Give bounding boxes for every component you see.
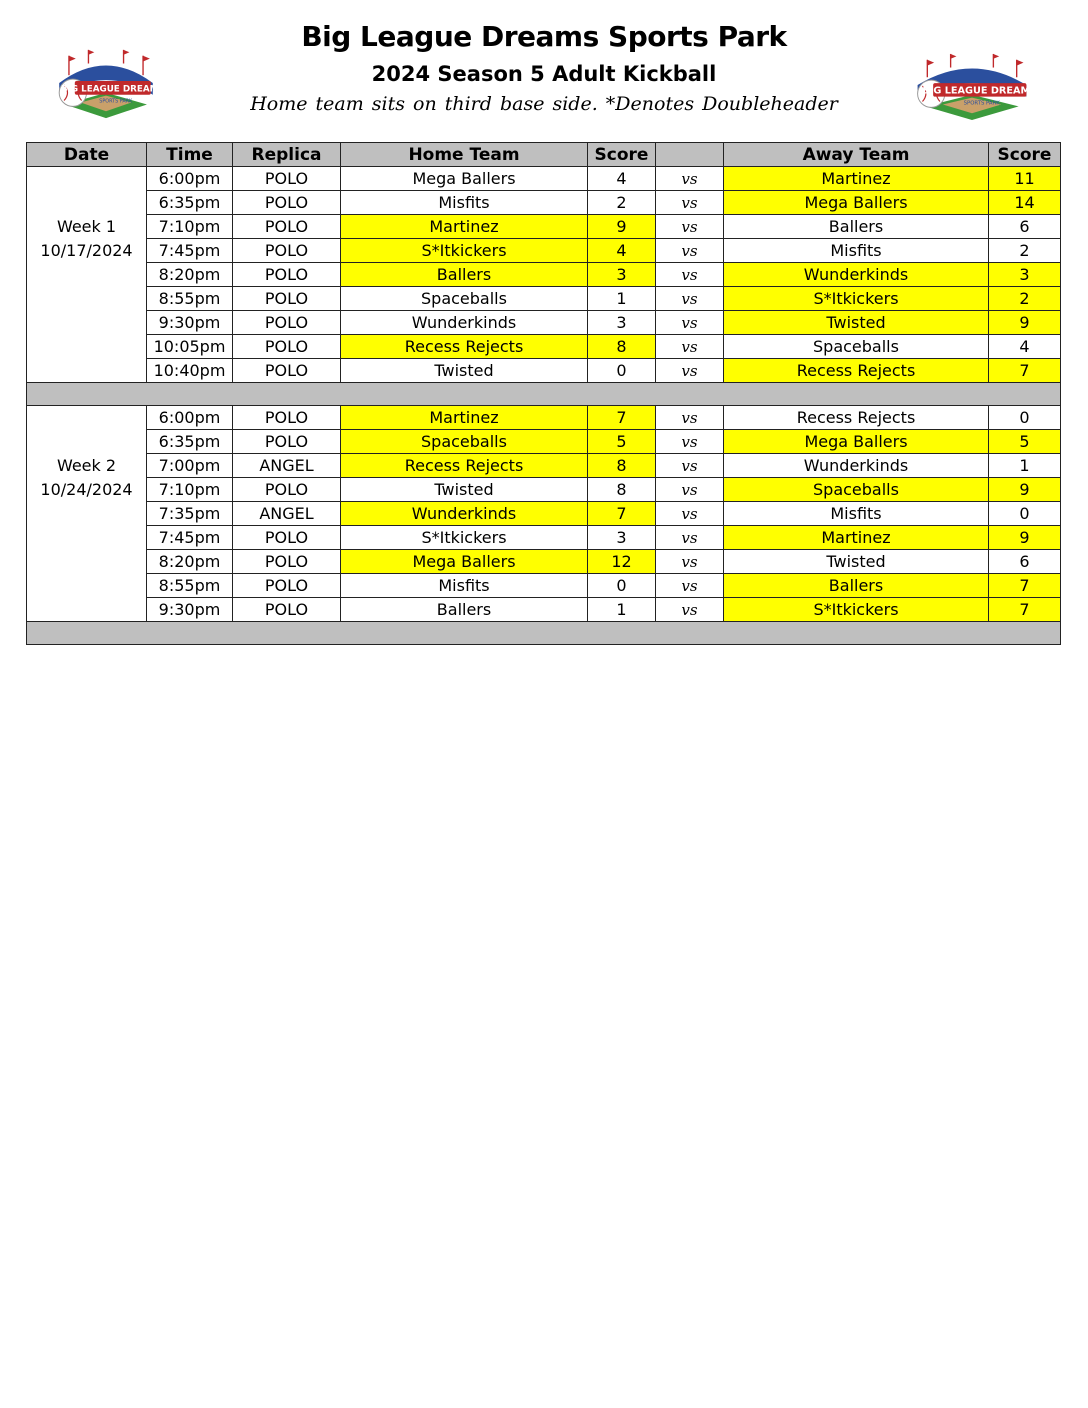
home-team-cell: S*Itkickers xyxy=(341,526,588,550)
time-cell: 8:20pm xyxy=(147,263,233,287)
home-score-cell: 4 xyxy=(588,167,656,191)
date-cell: 10/17/2024 xyxy=(27,239,147,263)
table-row xyxy=(27,263,1061,287)
home-team-cell: Spaceballs xyxy=(341,287,588,311)
table-row xyxy=(27,311,1061,335)
away-score-cell: 2 xyxy=(989,287,1061,311)
col-header-home-score: Score xyxy=(588,143,656,167)
home-team-cell: Mega Ballers xyxy=(341,550,588,574)
home-score-cell: 8 xyxy=(588,335,656,359)
time-cell: 6:00pm xyxy=(147,406,233,430)
time-cell: 8:55pm xyxy=(147,574,233,598)
col-header-time: Time xyxy=(147,143,233,167)
home-team-cell: Ballers xyxy=(341,263,588,287)
time-cell: 10:40pm xyxy=(147,359,233,383)
table-row xyxy=(27,598,1061,622)
date-cell xyxy=(27,574,147,598)
away-score-cell: 14 xyxy=(989,191,1061,215)
col-header-home-team: Home Team xyxy=(341,143,588,167)
date-cell: Week 1 xyxy=(27,215,147,239)
svg-text:SPORTS PARK: SPORTS PARK xyxy=(99,98,133,105)
replica-cell: ANGEL xyxy=(233,454,341,478)
vs-cell: vs xyxy=(656,191,724,215)
page-note: Home team sits on third base side. *Denotes Doubleheader xyxy=(250,93,838,115)
table-row xyxy=(27,239,1061,263)
schedule-body xyxy=(27,167,1061,645)
page-subtitle: 2024 Season 5 Adult Kickball xyxy=(371,62,717,86)
home-team-cell: Martinez xyxy=(341,406,588,430)
away-team-cell: Misfits xyxy=(724,239,989,263)
away-team-cell: Misfits xyxy=(724,502,989,526)
home-score-cell: 8 xyxy=(588,454,656,478)
date-cell xyxy=(27,550,147,574)
time-cell: 6:35pm xyxy=(147,430,233,454)
away-score-cell: 5 xyxy=(989,430,1061,454)
home-team-cell: Wunderkinds xyxy=(341,502,588,526)
vs-cell: vs xyxy=(656,550,724,574)
replica-cell: POLO xyxy=(233,598,341,622)
vs-cell: vs xyxy=(656,406,724,430)
page-title: Big League Dreams Sports Park xyxy=(301,20,787,53)
table-row xyxy=(27,454,1061,478)
table-row xyxy=(27,526,1061,550)
big-league-dreams-logo-right xyxy=(904,50,1040,122)
col-header-away-team: Away Team xyxy=(724,143,989,167)
home-team-cell: S*Itkickers xyxy=(341,239,588,263)
time-cell: 8:55pm xyxy=(147,287,233,311)
time-cell: 8:20pm xyxy=(147,550,233,574)
away-team-cell: Wunderkinds xyxy=(724,263,989,287)
away-team-cell: Recess Rejects xyxy=(724,406,989,430)
time-cell: 9:30pm xyxy=(147,311,233,335)
table-row xyxy=(27,191,1061,215)
replica-cell: ANGEL xyxy=(233,502,341,526)
home-team-cell: Wunderkinds xyxy=(341,311,588,335)
home-score-cell: 0 xyxy=(588,359,656,383)
time-cell: 7:00pm xyxy=(147,454,233,478)
date-cell xyxy=(27,167,147,191)
replica-cell: POLO xyxy=(233,526,341,550)
away-score-cell: 3 xyxy=(989,263,1061,287)
col-header-away-score: Score xyxy=(989,143,1061,167)
away-score-cell: 7 xyxy=(989,598,1061,622)
home-score-cell: 4 xyxy=(588,239,656,263)
away-team-cell: Spaceballs xyxy=(724,478,989,502)
home-score-cell: 8 xyxy=(588,478,656,502)
table-row xyxy=(27,478,1061,502)
separator-cell xyxy=(27,383,1061,406)
vs-cell: vs xyxy=(656,454,724,478)
home-team-cell: Misfits xyxy=(341,574,588,598)
home-score-cell: 5 xyxy=(588,430,656,454)
table-row xyxy=(27,335,1061,359)
svg-text:SPORTS PARK: SPORTS PARK xyxy=(963,100,1000,107)
home-score-cell: 9 xyxy=(588,215,656,239)
date-cell xyxy=(27,335,147,359)
date-cell xyxy=(27,502,147,526)
vs-cell: vs xyxy=(656,478,724,502)
time-cell: 7:10pm xyxy=(147,478,233,502)
away-score-cell: 4 xyxy=(989,335,1061,359)
away-team-cell: Twisted xyxy=(724,550,989,574)
home-team-cell: Twisted xyxy=(341,359,588,383)
vs-cell: vs xyxy=(656,215,724,239)
vs-cell: vs xyxy=(656,502,724,526)
vs-cell: vs xyxy=(656,263,724,287)
away-team-cell: Recess Rejects xyxy=(724,359,989,383)
replica-cell: POLO xyxy=(233,478,341,502)
date-cell xyxy=(27,311,147,335)
table-row xyxy=(27,167,1061,191)
replica-cell: POLO xyxy=(233,191,341,215)
vs-cell: vs xyxy=(656,526,724,550)
home-score-cell: 0 xyxy=(588,574,656,598)
date-cell xyxy=(27,598,147,622)
vs-cell: vs xyxy=(656,598,724,622)
table-header-row xyxy=(27,143,1061,167)
date-cell: 10/24/2024 xyxy=(27,478,147,502)
vs-cell: vs xyxy=(656,359,724,383)
week-separator-row xyxy=(27,622,1061,645)
replica-cell: POLO xyxy=(233,550,341,574)
table-row xyxy=(27,430,1061,454)
vs-cell: vs xyxy=(656,574,724,598)
home-team-cell: Ballers xyxy=(341,598,588,622)
replica-cell: POLO xyxy=(233,574,341,598)
replica-cell: POLO xyxy=(233,406,341,430)
replica-cell: POLO xyxy=(233,263,341,287)
away-score-cell: 6 xyxy=(989,215,1061,239)
table-row xyxy=(27,287,1061,311)
away-score-cell: 7 xyxy=(989,359,1061,383)
vs-cell: vs xyxy=(656,430,724,454)
col-header-replica: Replica xyxy=(233,143,341,167)
table-row xyxy=(27,502,1061,526)
time-cell: 7:45pm xyxy=(147,239,233,263)
home-team-cell: Twisted xyxy=(341,478,588,502)
replica-cell: POLO xyxy=(233,287,341,311)
away-team-cell: S*Itkickers xyxy=(724,287,989,311)
date-cell xyxy=(27,430,147,454)
time-cell: 6:35pm xyxy=(147,191,233,215)
home-team-cell: Recess Rejects xyxy=(341,335,588,359)
week-separator-row xyxy=(27,383,1061,406)
away-team-cell: Spaceballs xyxy=(724,335,989,359)
away-score-cell: 9 xyxy=(989,311,1061,335)
replica-cell: POLO xyxy=(233,215,341,239)
home-team-cell: Martinez xyxy=(341,215,588,239)
away-score-cell: 9 xyxy=(989,478,1061,502)
page-header xyxy=(0,0,1088,140)
date-cell xyxy=(27,406,147,430)
time-cell: 10:05pm xyxy=(147,335,233,359)
away-team-cell: Martinez xyxy=(724,167,989,191)
away-team-cell: Ballers xyxy=(724,215,989,239)
time-cell: 7:35pm xyxy=(147,502,233,526)
away-team-cell: Ballers xyxy=(724,574,989,598)
replica-cell: POLO xyxy=(233,430,341,454)
vs-cell: vs xyxy=(656,335,724,359)
home-score-cell: 1 xyxy=(588,598,656,622)
replica-cell: POLO xyxy=(233,359,341,383)
table-row xyxy=(27,406,1061,430)
home-score-cell: 1 xyxy=(588,287,656,311)
vs-cell: vs xyxy=(656,287,724,311)
away-team-cell: Mega Ballers xyxy=(724,430,989,454)
col-header-vs xyxy=(656,143,724,167)
away-score-cell: 6 xyxy=(989,550,1061,574)
away-score-cell: 1 xyxy=(989,454,1061,478)
away-team-cell: Wunderkinds xyxy=(724,454,989,478)
home-team-cell: Misfits xyxy=(341,191,588,215)
replica-cell: POLO xyxy=(233,335,341,359)
col-header-date: Date xyxy=(27,143,147,167)
home-score-cell: 7 xyxy=(588,502,656,526)
table-row xyxy=(27,215,1061,239)
schedule-table xyxy=(26,142,1061,645)
home-score-cell: 7 xyxy=(588,406,656,430)
replica-cell: POLO xyxy=(233,311,341,335)
svg-text:BIG LEAGUE DREAMS: BIG LEAGUE DREAMS xyxy=(922,85,1038,97)
date-cell xyxy=(27,526,147,550)
home-score-cell: 3 xyxy=(588,263,656,287)
replica-cell: POLO xyxy=(233,167,341,191)
replica-cell: POLO xyxy=(233,239,341,263)
away-score-cell: 7 xyxy=(989,574,1061,598)
away-score-cell: 2 xyxy=(989,239,1061,263)
away-score-cell: 0 xyxy=(989,502,1061,526)
away-score-cell: 9 xyxy=(989,526,1061,550)
home-team-cell: Mega Ballers xyxy=(341,167,588,191)
table-row xyxy=(27,550,1061,574)
table-row xyxy=(27,359,1061,383)
away-team-cell: Twisted xyxy=(724,311,989,335)
away-team-cell: Martinez xyxy=(724,526,989,550)
date-cell xyxy=(27,191,147,215)
vs-cell: vs xyxy=(656,311,724,335)
vs-cell: vs xyxy=(656,167,724,191)
home-score-cell: 2 xyxy=(588,191,656,215)
date-cell xyxy=(27,263,147,287)
separator-cell xyxy=(27,622,1061,645)
time-cell: 7:45pm xyxy=(147,526,233,550)
home-score-cell: 12 xyxy=(588,550,656,574)
table-row xyxy=(27,574,1061,598)
home-score-cell: 3 xyxy=(588,526,656,550)
time-cell: 7:10pm xyxy=(147,215,233,239)
away-team-cell: S*Itkickers xyxy=(724,598,989,622)
date-cell: Week 2 xyxy=(27,454,147,478)
vs-cell: vs xyxy=(656,239,724,263)
away-score-cell: 0 xyxy=(989,406,1061,430)
home-team-cell: Recess Rejects xyxy=(341,454,588,478)
time-cell: 6:00pm xyxy=(147,167,233,191)
time-cell: 9:30pm xyxy=(147,598,233,622)
home-score-cell: 3 xyxy=(588,311,656,335)
away-score-cell: 11 xyxy=(989,167,1061,191)
svg-text:BIG LEAGUE DREAMS: BIG LEAGUE DREAMS xyxy=(60,84,165,95)
home-team-cell: Spaceballs xyxy=(341,430,588,454)
away-team-cell: Mega Ballers xyxy=(724,191,989,215)
date-cell xyxy=(27,359,147,383)
date-cell xyxy=(27,287,147,311)
